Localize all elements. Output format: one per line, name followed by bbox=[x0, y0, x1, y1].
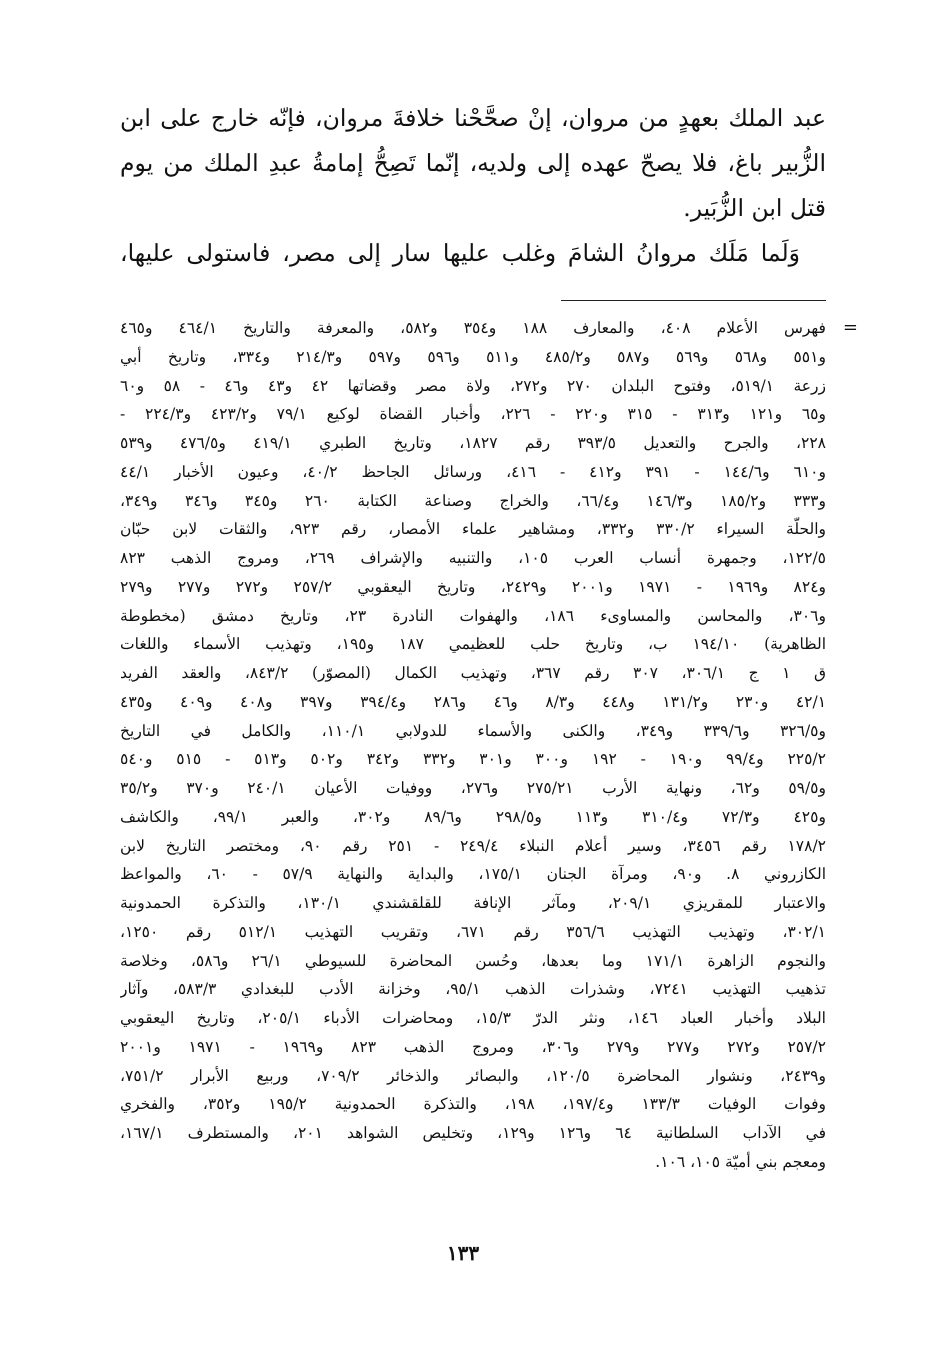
footnote-divider bbox=[561, 300, 826, 301]
footnote-line: و٢٤٣٩، ونشوار المحاضرة ١٢٠/٥، والبصائر والذخائر ٧٠٩/٢، وربيع الأبرار ٧٥١/٢، bbox=[120, 1066, 826, 1085]
footnote-line: ٢٢٨، والجرح والتعديل ٣٩٣/٥ رقم ١٨٢٧، وتاريخ الطبري ٤١٩/١ و٤٧٦/٥ و٥٣٩ bbox=[120, 434, 826, 452]
footnote-line: والحلّة السيراء ٣٣٠/٢ و٣٣٢، ومشاهير علماء الأمصار، رقم ٩٢٣، والثقات لابن حبّان bbox=[120, 520, 826, 539]
footnote-line: تذهيب التهذيب ٧٢٤١، وشذرات الذهب ٩٥/١، وخزانة الأدب للبغدادي ٥٨٣/٣، وآثار bbox=[120, 980, 826, 999]
footnote-line: و٨٢٤ و١٩٦٩ - ١٩٧١ و٢٠٠١ و٢٤٢٩، وتاريخ اليعقوبي ٢٥٧/٢ و٢٧٢ و٢٧٧ و٢٧٩ bbox=[120, 577, 826, 596]
footnote-line: و٣٣٣ و١٨٥/٢ و١٤٦/٣ و٦٦/٤، والخراج وصناعة الكتابة ٢٦٠ و٣٤٥ و٣٤٦ و٣٤٩، bbox=[120, 491, 826, 510]
main-text-line: وَلَما مَلَك مروانُ الشامَ وغلب عليها سار إلى مصر، فاستولى عليها، bbox=[120, 239, 800, 267]
footnote-line: في الآداب السلطانية ٦٤ و١٢٦ و١٢٩، وتخليص الشواهد ٢٠١، والمستطرف ١٦٧/١، bbox=[120, 1124, 826, 1142]
footnote-continuation-marker: = bbox=[842, 317, 858, 338]
footnote-line: ٤٢/١ و٢٣٠ و١٣١/٢ و٤٤٨ و٨/٣ و٤٦ و٢٨٦ و٣٩٤/٤ و٣٩٧ و٤٠٨ و٤٠٩ و٤٣٥ bbox=[120, 692, 826, 711]
footnote-line: و٥٩/٥ و٦٢، ونهاية الأرب ٢٧٥/٢١ و٢٧٦، ووفيات الأعيان ٢٤٠/١ و٣٧٠ و٣٥/٢ bbox=[120, 779, 826, 797]
footnote-line: و٣٢٦/٥ و٣٣٩/٦ و٣٤٩، والكنى والأسماء للدولابي ١١٠/١، والكامل في التاريخ bbox=[120, 721, 826, 740]
main-text-line: الزُّبير باغ، فلا يصحّ عهده إلى ولديه، إنّما تَصِحُّ إمامةُ عبدِ الملك من يوم bbox=[120, 149, 826, 177]
footnote-line: و٥٥١ و٥٦٨ و٥٦٩ و٥٨٧ و٤٨٥/٢ و٥١١ و٥٩٦ و٥٩٧ و٢١٤/٣ و٣٣٤، وتاريخ أبي bbox=[120, 347, 826, 366]
footnote-block bbox=[120, 314, 858, 1177]
footnote-line: الكازروني ٨. و٩٠، ومرآة الجنان ١٧٥/١، والبداية والنهاية ٥٧/٩ - ٦٠، والمواعظ bbox=[120, 865, 826, 884]
footnote-line: ق ١ ج ٣٠٦/١، ٣٠٧ رقم ٣٦٧، وتهذيب الكمال (المصوّر) ٨٤٣/٢، والعقد الفريد bbox=[120, 664, 826, 682]
main-text-line: عبد الملك بعهدٍ من مروان، إنْ صحَّحْنا خلافةَ مروان، فإنّه خارج على ابن bbox=[120, 104, 826, 132]
footnote-line: ٣٠٢/١، وتهذيب التهذيب ٣٥٦/٦ رقم ٦٧١، وتقريب التهذيب ٥١٢/١ رقم ١٢٥٠، bbox=[120, 922, 826, 941]
footnote-line: فهرس الأعلام ٤٠٨، والمعارف ١٨٨ و٣٥٤ و٥٨٢، والمعرفة والتاريخ ٤٦٤/١ و٤٦٥ bbox=[120, 319, 826, 337]
footnote-line: ومعجم بني أميّة ١٠٥، ١٠٦. bbox=[655, 1152, 826, 1171]
footnote-line: ٢٢٥/٢ و٩٩/٤ و١٩٠ - ١٩٢ و٣٠٠ و٣٠١ و٣٣٢ و٣٤٢ و٥٠٢ و٥١٣ - ٥١٥ و٥٤٠ bbox=[120, 750, 826, 769]
footnote-line: زرعة ٥١٩/١، وفتوح البلدان ٢٧٠ و٢٧٢، ولاة مصر وقضاتها ٤٢ و٤٣ و٤٦ - ٥٨ و٦٠ bbox=[120, 376, 826, 395]
footnote-line: والنجوم الزاهرة ١٧١/١ وما بعدها، وحُسن المحاضرة للسيوطي ٢٦/١ و٥٨٦، وخلاصة bbox=[120, 951, 826, 970]
footnote-line: الظاهرية) ١٩٤/١٠ ب، وتاريخ حلب للعظيمي ١٨٧ و١٩٥، وتهذيب الأسماء واللغات bbox=[120, 635, 826, 654]
main-text-block bbox=[120, 96, 826, 276]
footnote-line: و٦١٠ و١٤٤/٦ - ٣٩١ و٤١٢ - ٤١٦، ورسائل الجاحظ ٤٠/٢، وعيون الأخبار ٤٤/١ bbox=[120, 462, 826, 481]
footnote-line: ٢٥٧/٢ و٢٧٢ و٢٧٧ و٢٧٩ و٣٠٦، ومروج الذهب ٨٢٣ و١٩٦٩ - ١٩٧١ و٢٠٠١ bbox=[120, 1037, 826, 1056]
footnote-line: و٦٥ و١٢١ و٣١٣ - ٣١٥ و٢٢٠ - ٢٢٦، وأخبار القضاة لوكيع ٧٩/١ و٤٢٣/٢ و٢٢٤/٣ - bbox=[120, 405, 826, 424]
footnote-line: ١٢٢/٥، وجمهرة أنساب العرب ١٠٥، والتنبيه والإشراف ٢٦٩، ومروج الذهب ٨٢٣ bbox=[120, 549, 826, 567]
footnote-line: ١٧٨/٢ رقم ٣٤٥٦، وسير أعلام النبلاء ٢٤٩/٤ - ٢٥١ رقم ٩٠، ومختصر التاريخ لابن bbox=[120, 836, 826, 855]
footnote-line: و٣٠٦، والمحاسن والمساوىء ١٨٦، والهفوات النادرة ٢٣، وتاريخ دمشق (مخطوطة bbox=[120, 606, 826, 625]
footnote-line: و٤٢٥ و٧٢/٣ و٣١٠/٤ و١١٣ و٢٩٨/٥ و٨٩/٦ و٣٠٢، والعبر ٩٩/١، والكاشف bbox=[120, 807, 826, 826]
footnote-line: البلاد وأخبار العباد ١٤٦، ونثر الدرّ ١٥/٣، ومحاضرات الأدباء ٢٠٥/١، وتاريخ اليعقوبي bbox=[120, 1009, 826, 1027]
page-number: ١٣٣ bbox=[446, 1241, 480, 1265]
footnote-line: وفوات الوفيات ١٣٣/٣ و١٩٧/٤، ١٩٨، والتذكرة الحمدونية ١٩٥/٢ و٣٥٢، والفخري bbox=[120, 1095, 826, 1114]
main-text-line: قتل ابن الزُّبَير. bbox=[683, 194, 826, 222]
footnote-line: والاعتبار للمقريزي ٢٠٩/١، ومآثر الإنافة للقلقشندي ١٣٠/١، والتذكرة الحمدونية bbox=[120, 894, 826, 912]
